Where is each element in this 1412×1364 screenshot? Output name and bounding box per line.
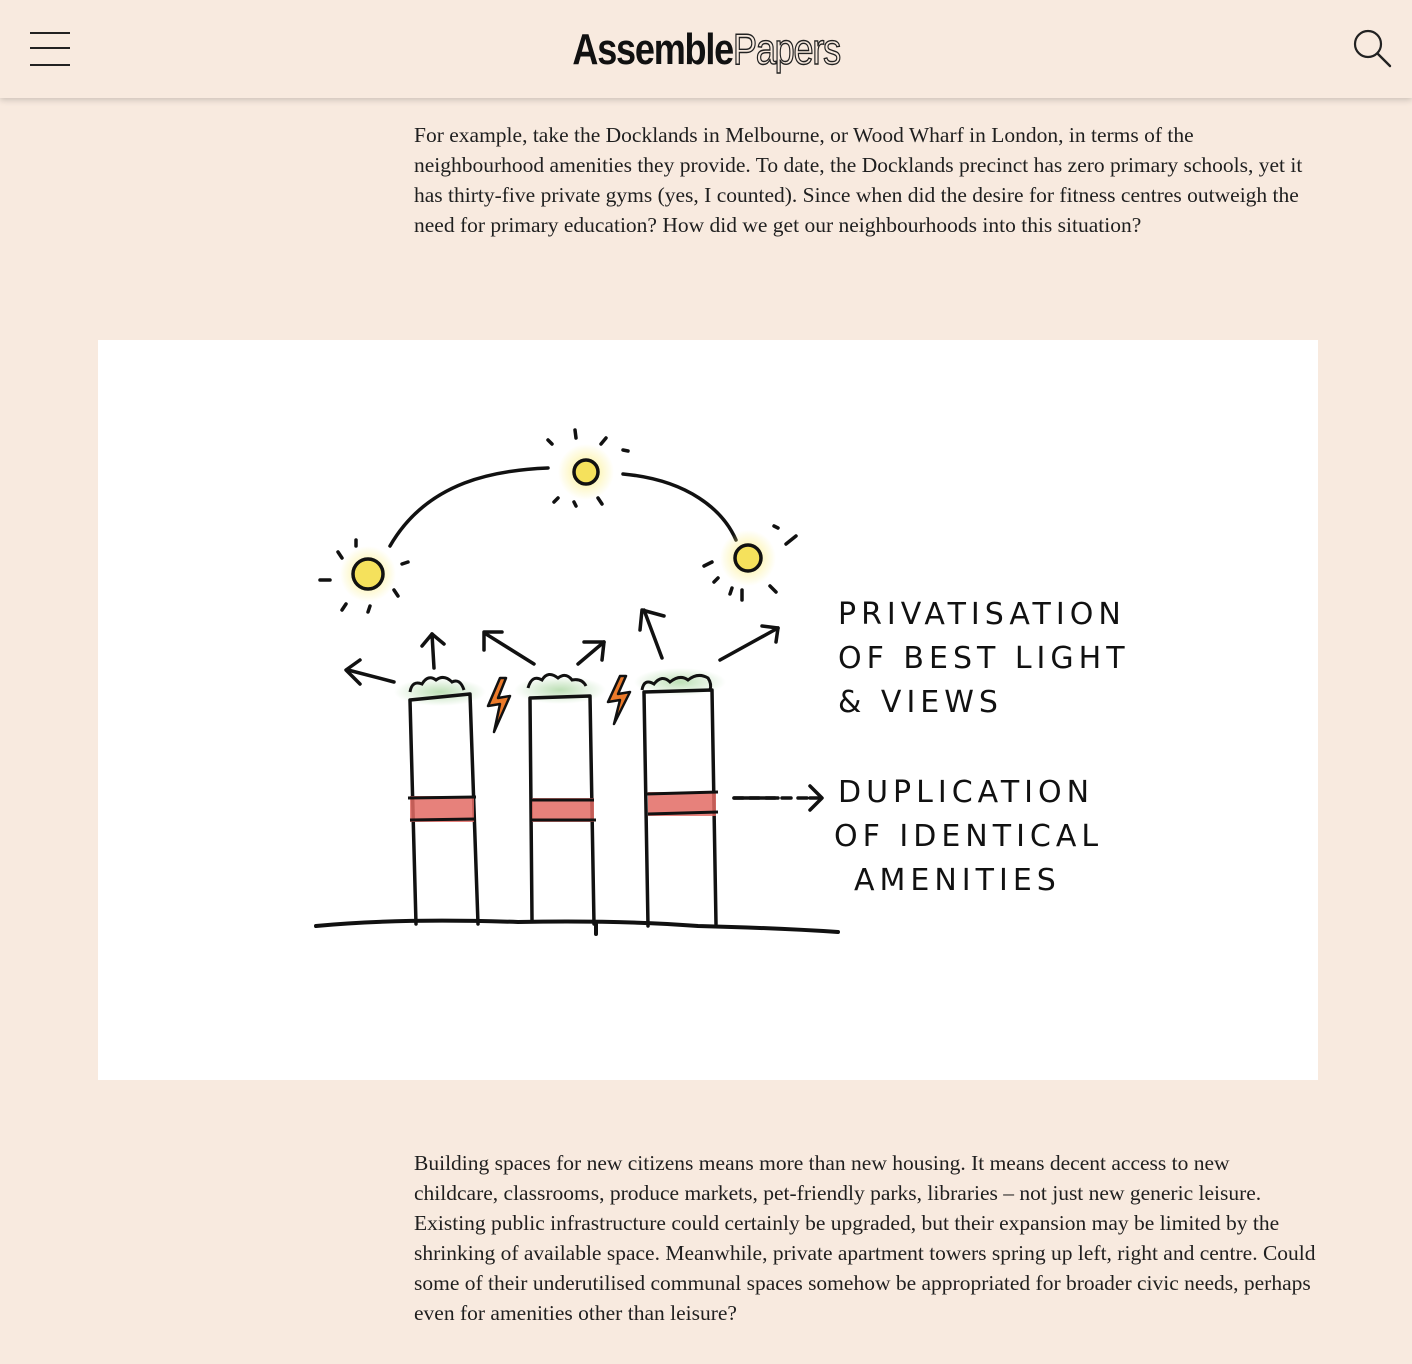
article-paragraph: For example, take the Docklands in Melbourne, or Wood Wharf in London, in terms of the neighbourhood amenities they provide. To date, the Docklands precinct has zero primary schools, yet it has thirty-five private gyms (yes, I counted). Since when did the desire for fitness centres outweigh the need for primary education? How did we get our neighbourhoods into this situation? bbox=[414, 123, 1303, 237]
sun-path-arc bbox=[390, 468, 548, 546]
lightning-icon bbox=[488, 678, 510, 732]
illustration-label: & VIEWS bbox=[838, 685, 1003, 720]
search-icon[interactable] bbox=[1352, 28, 1392, 68]
lightning-icon bbox=[608, 676, 630, 724]
logo-bold-text: Assemble bbox=[572, 25, 733, 74]
illustration-label: AMENITIES bbox=[854, 863, 1061, 898]
article-paragraph: Building spaces for new citizens means more than new housing. It means decent access to new childcare, classrooms, produce markets, pet-friendly parks, libraries – not just new generic leisure. Existing public infrastructure could certainly be upgraded, but their expansion may be limited by the shrinking of available space. Meanwhile, private apartment towers spring up left, right and centre. Could some of their underutilised communal spaces somehow be appropriated for broader civic needs, perhaps even for amenities other than leisure? bbox=[414, 1151, 1316, 1325]
illustration-label: OF IDENTICAL bbox=[834, 819, 1104, 854]
search-icon-graphic bbox=[1352, 28, 1392, 68]
illustration-label: OF BEST LIGHT bbox=[838, 641, 1130, 676]
logo-outline-text: Papers bbox=[732, 25, 840, 74]
sun-icon bbox=[704, 526, 796, 600]
tower-icon bbox=[394, 677, 486, 924]
ground-line bbox=[316, 921, 838, 932]
illustration-label: DUPLICATION bbox=[838, 775, 1095, 810]
sun-path-arc bbox=[623, 474, 736, 540]
tower-icon bbox=[514, 674, 606, 924]
sun-icon bbox=[548, 430, 628, 506]
sun-icon bbox=[320, 540, 408, 612]
illustration-label: PRIVATISATION bbox=[838, 597, 1126, 632]
arrow-icon bbox=[346, 610, 822, 810]
site-logo[interactable] bbox=[0, 24, 1412, 76]
illustration-drawing bbox=[98, 340, 1318, 1080]
tower-icon bbox=[634, 668, 726, 926]
logo-wordmark bbox=[572, 24, 840, 76]
article-illustration bbox=[98, 340, 1318, 1080]
site-header bbox=[0, 0, 1412, 98]
